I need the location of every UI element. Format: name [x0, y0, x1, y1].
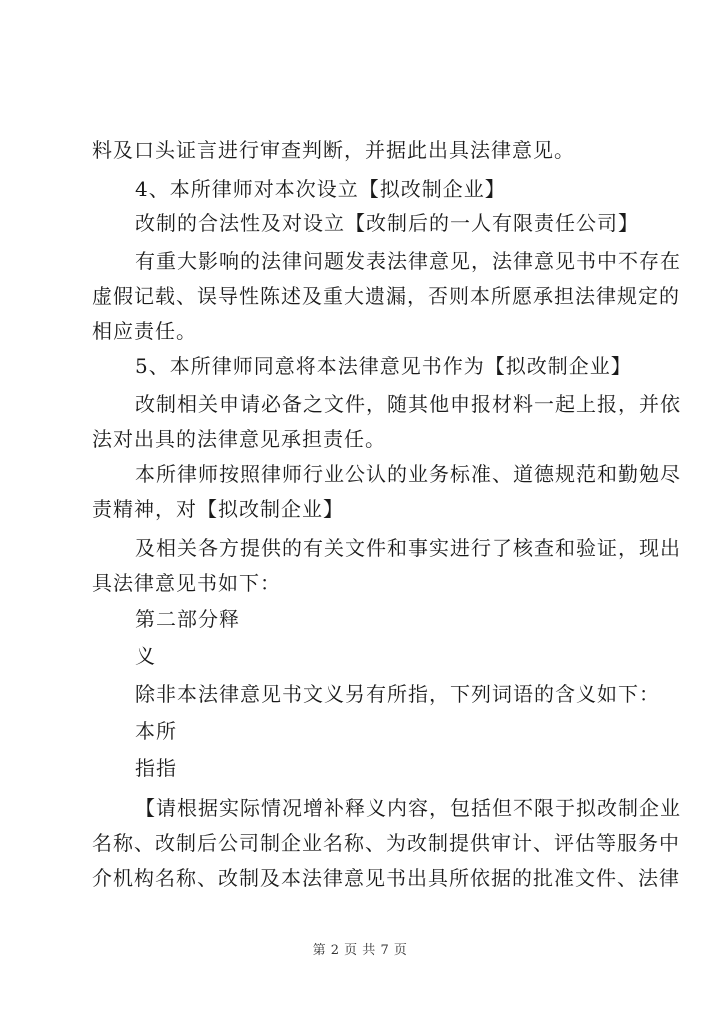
section-heading: 义 — [135, 644, 156, 668]
text-line: 有重大影响的法律问题发表法律意见，法律意见书中不存在 — [135, 249, 681, 273]
text-line: 及相关各方提供的有关文件和事实进行了核查和验证，现出 — [135, 536, 681, 560]
text-line: 【请根据实际情况增补释义内容，包括但不限于拟改制企业 — [135, 796, 681, 820]
text-line: 改制相关申请必备之文件，随其他申报材料一起上报，并依 — [135, 392, 681, 416]
text-line: 名称、改制后公司制企业名称、为改制提供审计、评估等服务中 — [92, 831, 680, 855]
text-line: 本所律师按照律师行业公认的业务标准、道德规范和勤勉尽 — [135, 462, 681, 486]
definition-term: 指指 — [135, 756, 177, 780]
text-line: 料及口头证言进行审查判断，并据此出具法律意见。 — [92, 138, 575, 162]
text-line: 5、本所律师同意将本法律意见书作为【拟改制企业】 — [135, 354, 632, 378]
text-line: 法对出具的法律意见承担责任。 — [92, 427, 386, 451]
page-number-footer: 第 2 页 共 7 页 — [312, 943, 408, 958]
text-line: 具法律意见书如下： — [92, 571, 281, 595]
text-line: 改制的合法性及对设立【改制后的一人有限责任公司】 — [135, 211, 639, 235]
text-line: 责精神，对【拟改制企业】 — [92, 497, 344, 521]
text-line: 除非本法律意见书文义另有所指，下列词语的含义如下： — [135, 682, 660, 706]
text-line: 虚假记载、误导性陈述及重大遗漏，否则本所愿承担法律规定的 — [92, 284, 680, 308]
text-line: 4、本所律师对本次设立【拟改制企业】 — [135, 177, 506, 201]
definition-term: 本所 — [135, 719, 177, 743]
text-line: 相应责任。 — [92, 319, 197, 343]
section-heading: 第二部分释 — [135, 607, 240, 631]
text-line: 介机构名称、改制及本法律意见书出具所依据的批准文件、法律 — [92, 866, 680, 890]
